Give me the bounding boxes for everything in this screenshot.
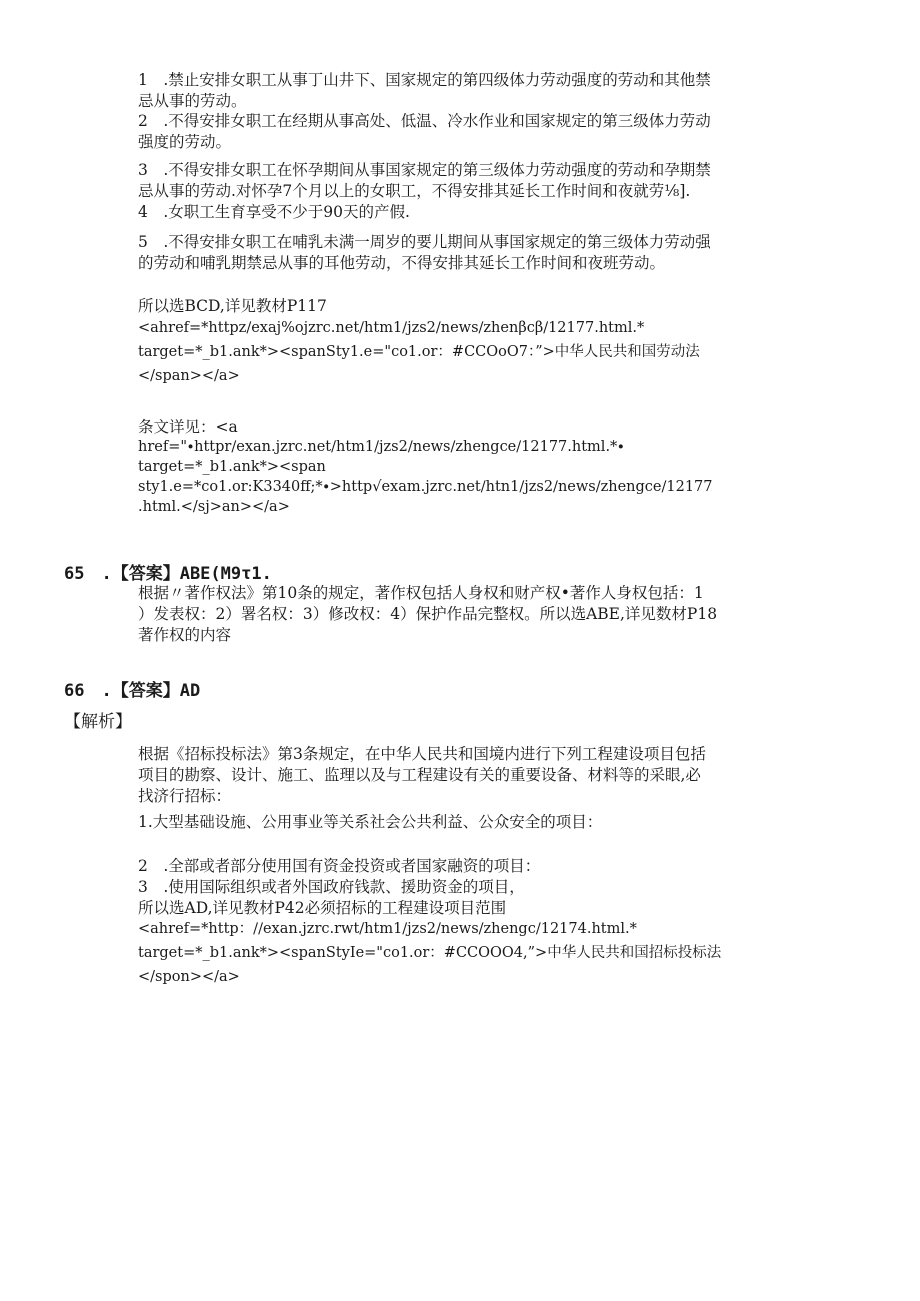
q66-link-line-2[interactable]: target=*_b1.ank*><spanStyIe="co1.or：#CCOOO4,”>中华人民共和国招标投标法 xyxy=(138,945,722,961)
q65-line-3: 著作权的内容 xyxy=(138,626,232,644)
q66-intro-line-1: 根据《招标投标法》第3条规定，在中华人民共和国境内进行下列工程建设项目包括 xyxy=(138,745,706,763)
q64-item-2 xyxy=(138,111,778,153)
q66-item-1 xyxy=(138,812,778,833)
q64-item-3-line-2: 忌从事的劳动.对怀孕7个月以上的女职工，不得安排其延长工作时间和夜就劳⅛]. xyxy=(138,182,691,200)
q66-item-2-line: 2 .全部或者部分使用国有资金投资或者国家融资的项目： xyxy=(138,857,541,875)
q66-answer-line: 所以选AD,详见教材P42必须招标的工程建设项目范围 xyxy=(138,899,507,917)
q64-answer-line: 所以选BCD,详见教材P117 xyxy=(138,297,327,315)
q64-item-1-line-1: 1 .禁止安排女职工从事丁山井下、国家规定的第四级体力劳动强度的劳动和其他禁 xyxy=(138,71,711,89)
q64-article-line-4[interactable]: sty1.e=*co1.or:K3340ff;*∙>http√exam.jzrc.net∕htn1∕jzs2∕news∕zhengce∕12177 xyxy=(138,479,713,495)
q66-link-line-3[interactable]: </spon></a> xyxy=(138,969,240,985)
q64-item-5-line-1: 5 .不得安排女职工在哺乳未满一周岁的要儿期间从事国家规定的第三级体力劳动强 xyxy=(138,233,711,251)
q64-item-5 xyxy=(138,232,778,274)
q65-line-2: ）发表权：2）署名权：3）修改权：4）保护作品完整权。所以选ABE,详见数材P18 xyxy=(138,605,718,623)
q64-item-4 xyxy=(138,202,778,223)
q64-article-line-2[interactable]: href="∙httpr∕exan.jzrc.net∕htm1∕jzs2∕news∕zhengce∕12177.html.*∙ xyxy=(138,439,625,455)
q64-link-line-1[interactable]: <ahref=*httpz∕exaj%ojzrc.net∕htm1∕jzs2∕news∕zhenβcβ∕12177.html.* xyxy=(138,320,645,336)
q65-line-1: 根据〃著作权法》第10条的规定，著作权包括人身权和财产权•著作人身权包括：1 xyxy=(138,584,704,602)
q64-item-2-line-2: 强度的劳动。 xyxy=(138,133,232,151)
q66-item-1-line: 1.大型基础设施、公用事业等关系社会公共利益、公众安全的项目： xyxy=(138,813,603,831)
q64-link-line-2[interactable]: target=*_b1.ank*><spanSty1.e="co1.or：#CCOoO7：”>中华人民共和国劳动法 xyxy=(138,344,700,360)
q64-link-line-3[interactable]: </span></a> xyxy=(138,368,240,384)
q66-intro-line-3: 找济行招标： xyxy=(138,787,232,805)
q64-article-line-3[interactable]: target=*_b1.ank*><span xyxy=(138,459,326,475)
q64-item-2-line-1: 2 .不得安排女职工在经期从事高处、低温、冷水作业和国家规定的第三级体力劳动 xyxy=(138,112,711,130)
q64-article-line-1[interactable]: 条文详见：<a xyxy=(138,418,238,436)
q65-body xyxy=(138,583,778,646)
q65-heading: 65 .【答案】ABE(M9τ1. xyxy=(64,564,272,584)
q64-item-3-line-1: 3 .不得安排女职工在怀孕期间从事国家规定的第三级体力劳动强度的劳动和孕期禁 xyxy=(138,161,711,179)
q66-item-3-line: 3 .使用国际组织或者外国政府钱款、援助资金的项目， xyxy=(138,878,525,896)
q66-link-line-1[interactable]: <ahref=*http：∕∕exan.jzrc.rwt∕htm1∕jzs2∕news∕zhengc∕12174.html.* xyxy=(138,921,637,937)
q66-intro-line-2: 项目的勘察、设计、施工、监理以及与工程建设有关的重要设备、材料等的采眼,必 xyxy=(138,766,701,784)
q66-heading: 66 .【答案】AD xyxy=(64,681,201,701)
q66-analysis-label: 【解析】 xyxy=(64,712,132,732)
q64-article xyxy=(138,417,778,517)
q64-article-line-5[interactable]: .html.</sj>an></a> xyxy=(138,499,290,515)
q64-item-3 xyxy=(138,160,778,202)
q64-item-1-line-2: 忌从事的劳动。 xyxy=(138,92,247,110)
q66-items-rest xyxy=(138,856,778,989)
q64-item-5-line-2: 的劳动和哺乳期禁忌从事的耳他劳动，不得安排其延长工作时间和夜班劳动。 xyxy=(138,254,666,272)
q64-answer xyxy=(138,296,778,388)
q66-intro xyxy=(138,744,778,807)
q64-item-4-line-1: 4 .女职工生育享受不少于90天的产假. xyxy=(138,203,410,221)
q64-items xyxy=(138,70,778,112)
